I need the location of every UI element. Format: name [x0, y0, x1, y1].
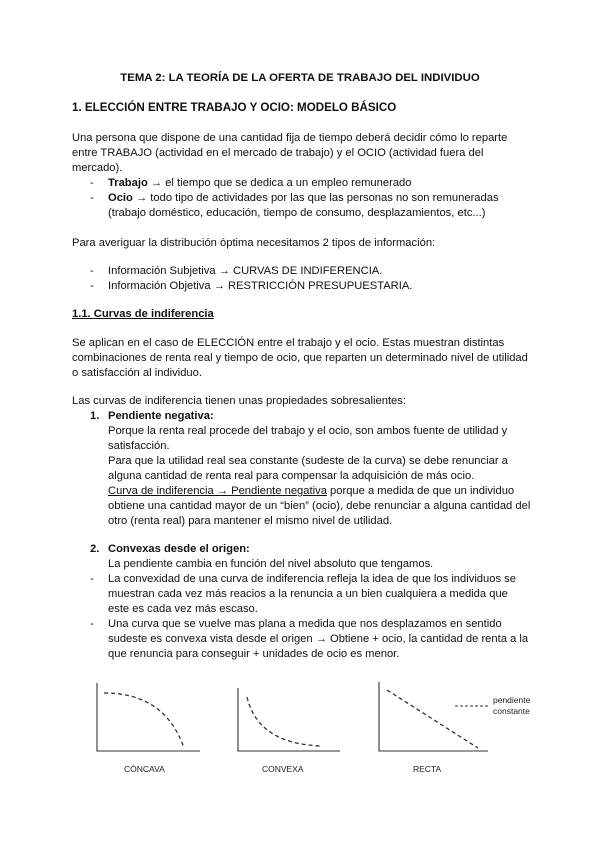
info-item: Información Subjetiva → CURVAS DE INDIFERENCIA.: [108, 265, 383, 277]
property-line: Para que la utilidad real sea constante (sudeste de la curva) se debe renunciar a: [108, 455, 508, 467]
property-bullet-line: este es cada vez más escaso.: [108, 603, 258, 615]
section1-intro-line: mercado).: [72, 162, 123, 174]
concave-label: CÓNCAVA: [124, 764, 165, 774]
annotation-label: constante: [493, 706, 530, 716]
underlined-phrase: Curva de indiferencia → Pendiente negativa: [108, 485, 327, 497]
property-number: 2.: [90, 543, 100, 555]
section11-intro-line: o satisfacción al individuo.: [72, 367, 202, 379]
property-line: obtiene una cantidad mayor de un “bien” (ocio), debe renunciar a alguna cantidad del: [108, 500, 531, 512]
property-number: 1.: [90, 410, 100, 422]
property-line: otro (renta real) para mantener el mismo nivel de utilidad.: [108, 515, 393, 527]
property-title: Convexas desde el origen:: [108, 543, 250, 555]
bullet-dash: -: [90, 280, 94, 292]
section11-intro-line: combinaciones de renta real y tiempo de ocio, que reparten un determinado nivel de utilidad: [72, 352, 528, 364]
straight-label: RECTA: [413, 764, 442, 774]
bullet-text: → el tiempo que se dedica a un empleo remunerado: [147, 177, 412, 189]
property-bullet-line: sudeste es convexa vista desde el origen → Obtiene + ocio, la cantidad de renta a la: [108, 633, 529, 645]
property-bullet-line: que renuncia para conseguir + unidades de ocio es menor.: [108, 648, 400, 660]
info-item: Información Objetiva → RESTRICCIÓN PRESUPUESTARIA.: [108, 280, 413, 292]
section11-intro-line: Se aplican en el caso de ELECCIÓN entre el trabajo y el ocio. Estas muestran distintas: [72, 337, 505, 349]
convex-curve: [247, 697, 322, 746]
bullet-text: (trabajo doméstico, educación, tiempo de consumo, desplazamientos, etc...): [108, 207, 486, 219]
property-line: satisfacción.: [108, 440, 170, 452]
properties-intro: Las curvas de indiferencia tienen unas propiedades sobresalientes:: [72, 395, 406, 407]
bullet-dash: -: [90, 192, 94, 204]
annotation-label: pendiente: [493, 695, 531, 705]
straight-line: [387, 690, 478, 748]
info-intro: Para averiguar la distribución óptima necesitamos 2 tipos de información:: [72, 237, 436, 249]
property-line: alguna cantidad de renta real para compensar la adquisición de más ocio.: [108, 470, 475, 482]
section1-intro-line: Una persona que dispone de una cantidad fija de tiempo deberá decidir cómo lo reparte: [72, 132, 508, 144]
property-line: La pendiente cambia en función del nivel absoluto que tengamos.: [108, 558, 434, 570]
bullet-term: Ocio: [108, 192, 133, 204]
property-line: Porque la renta real procede del trabajo y el ocio, son ambos fuente de utilidad y: [108, 425, 508, 437]
property-bullet-line: Una curva que se vuelve mas plana a medida que nos desplazamos en sentido: [108, 618, 502, 630]
bullet-term: Trabajo: [108, 177, 148, 189]
property-bullet-line: La convexidad de una curva de indiferencia refleja la idea de que los individuos se: [108, 573, 516, 585]
bullet-dash: -: [90, 618, 94, 630]
indifference-curves-figure: [0, 668, 600, 788]
bullet-ocio: [108, 191, 499, 206]
section1-heading: 1. ELECCIÓN ENTRE TRABAJO Y OCIO: MODELO BÁSICO: [72, 101, 397, 114]
bullet-dash: -: [90, 265, 94, 277]
convex-label: CONVEXA: [262, 764, 304, 774]
bullet-text: → todo tipo de actividades por las que las personas no son remuneradas: [132, 192, 499, 204]
straight-graph: [379, 682, 531, 774]
property-bullet-line: muestran cada vez más reacios a la renuncia a un bien cualquiera a medida que: [108, 588, 508, 600]
convex-graph: [238, 688, 340, 774]
section1-intro-line: entre TRABAJO (actividad en el mercado de trabajo) y el OCIO (actividad fuera del: [72, 147, 484, 159]
bullet-trabajo: [108, 176, 411, 191]
property-line-underlined: [108, 484, 514, 499]
concave-curve: [104, 693, 184, 748]
page-title: TEMA 2: LA TEORÍA DE LA OFERTA DE TRABAJO DEL INDIVIDUO: [120, 72, 480, 84]
concave-graph: [97, 683, 200, 774]
straight-axes: [379, 682, 488, 751]
section11-heading: 1.1. Curvas de indiferencia: [72, 308, 214, 320]
property-title: Pendiente negativa:: [108, 410, 214, 422]
bullet-dash: -: [90, 177, 94, 189]
bullet-dash: -: [90, 573, 94, 585]
phrase-continuation: porque a medida de que un individuo: [326, 485, 515, 497]
